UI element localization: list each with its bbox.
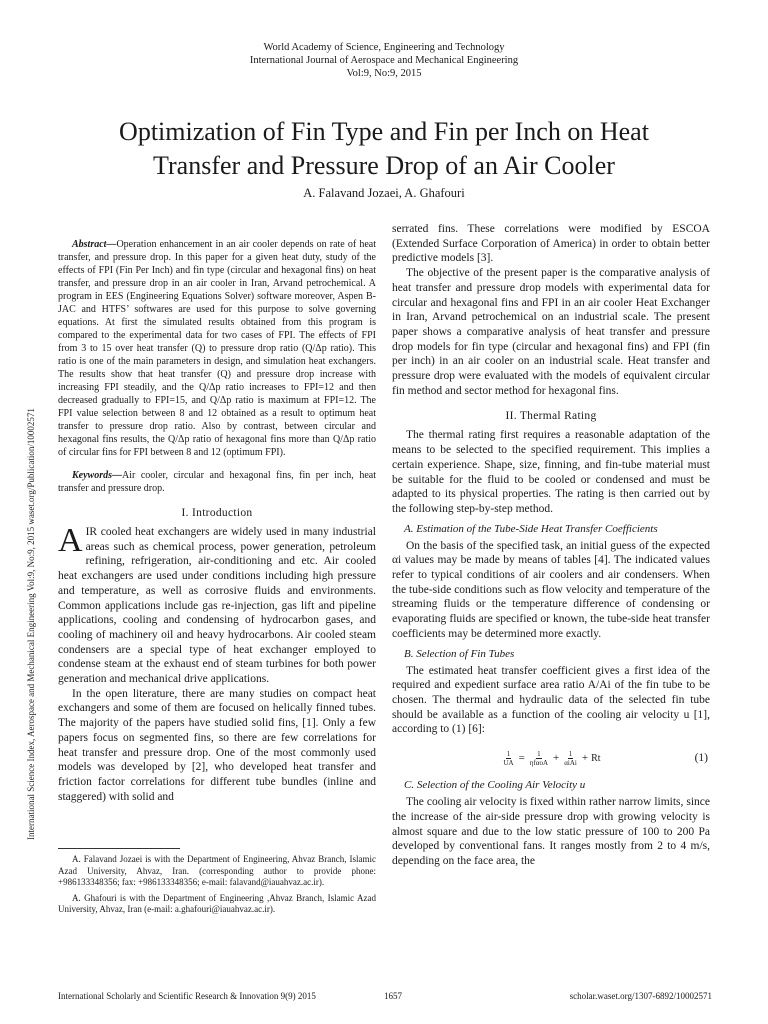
section-heading-introduction: I. Introduction bbox=[181, 507, 253, 519]
footnote-2: A. Ghafouri is with the Department of Engineering ,Ahvaz Branch, Islamic Azad University, Ahvaz, Iran (e-mail: a.ghafouri@iauahvaz.ac.ir). bbox=[58, 892, 376, 914]
eq-t1-num: 1 bbox=[537, 749, 541, 758]
keywords-text: Air cooler, circular and hexagonal fins, fin per inch, heat transfer and pressure drop. bbox=[58, 470, 376, 494]
authors: A. Falavand Jozaei, A. Ghafouri bbox=[303, 186, 465, 200]
intro-paragraph-2: In the open literature, there are many studies on compact heat exchangers and some of them are focused on helically finned tubes. The majority of the papers have studied solid fins, [1]. Only a few papers focus on segmented fins, so there are few correlations for heat transfer and pressure drop. One of the most commonly used models was developed by [2], who developed heat transfer and friction factor correlations for different tube bundles (inline and staggered) with solid and bbox=[58, 687, 376, 803]
paper-title bbox=[40, 115, 728, 183]
footer-right: scholar.waset.org/1307-6892/10002571 bbox=[569, 991, 712, 1001]
left-column bbox=[58, 238, 376, 804]
eq-term-3: Rt bbox=[591, 752, 601, 764]
drop-cap: A bbox=[58, 522, 83, 559]
abstract bbox=[58, 238, 376, 459]
eq-t2-den: αiAi bbox=[564, 758, 577, 767]
eq-plus-1: + bbox=[553, 752, 560, 765]
right-paragraph-3: The thermal rating first requires a reasonable adaptation of the means to be selected to the specified requirement. This implies a certain experience. Shape, size, finning, and fin-tube material must be suitable for the fluid to be cooled or condensed and must be adapted to its physical properties. The rating is then carried out by the following step-by-step method. bbox=[392, 429, 710, 515]
abstract-label: Abstract— bbox=[72, 239, 117, 250]
eq-lhs-fraction bbox=[503, 750, 513, 767]
footnotes bbox=[58, 854, 376, 920]
header-line-1: World Academy of Science, Engineering and Technology bbox=[263, 42, 505, 53]
subheading-c: C. Selection of the Cooling Air Velocity u bbox=[404, 779, 586, 792]
eq-plus-2: + bbox=[581, 752, 589, 765]
title-line-1: Optimization of Fin Type and Fin per Inch on Heat bbox=[119, 117, 649, 146]
subheading-b: B. Selection of Fin Tubes bbox=[404, 647, 515, 660]
eq-lhs-den: UA bbox=[503, 758, 514, 767]
journal-header bbox=[0, 41, 768, 80]
eq-t2-num: 1 bbox=[568, 749, 573, 758]
right-paragraph-6: The cooling air velocity is fixed within rather narrow limits, since the increase of the air-side pressure drop with growing velocity is almost square and due to the low static pressure of 100 to 200 Pa developed by conventional fans. It ranges mostly from 2 to 4 m/s, depending on the face area, the bbox=[392, 796, 710, 867]
page-number: 1657 bbox=[384, 991, 402, 1001]
equation-number: (1) bbox=[694, 752, 708, 765]
eq-equals: = bbox=[518, 752, 525, 765]
subheading-a: A. Estimation of the Tube-Side Heat Transfer Coefficients bbox=[404, 522, 658, 535]
right-column bbox=[392, 222, 710, 869]
eq-lhs-num: 1 bbox=[506, 749, 511, 758]
footnote-1: A. Falavand Jozaei is with the Department of Engineering, Ahvaz Branch, Islamic Azad University, Ahvaz, Iran. (corresponding author to provide phone: +986133348356; fax: +986133348356; e-mail: falavand@iauahvaz.ac.ir). bbox=[58, 854, 376, 887]
keywords-label: Keywords— bbox=[72, 470, 122, 481]
eq-term-2 bbox=[564, 750, 577, 767]
eq-term-1 bbox=[530, 750, 548, 767]
title-line-2: Transfer and Pressure Drop of an Air Cooler bbox=[153, 151, 615, 180]
abstract-text: Operation enhancement in an air cooler depends on rate of heat transfer, and pressure drop. In this paper for a given heat duty, study of the effects of FPI (Fin Per Inch) and fin type (circular and hexagonal fins) on heat transfer, and pressure drop in an air cooler in Iran, Arvand petrochemical. A program in EES (Engineering Equations Solver) software moreover, Aspen B-JAC and HTFS’ softwares are used for this purpose to solve governing equations. At first the simulated results obtained from this program is compared to the experimental data for two cases of FPI. The effects of FPI from 3 to 15 over heat transfer (Q) to pressure drop ratio (Q/Δp ratio). This ratio is one of the main parameters in design, and simulation heat exchangers. The results show that heat transfer (Q) and pressure drop increase with increasing FPI steadily, and the Q/Δp ratio increases to FPI=12 and then decreased gradually to FPI=15, and Q/Δp ratio is maximum at FPI=12. The FPI value selection between 8 and 12 obtained as a result to optimum heat transfer to pressure drop ratio. Also by contrast, between circular and hexagonal fins results, the Q/Δp ratio of hexagonal fins more than Q/Δp ratio of circular fins for FPI between 8 and 12 (optimum FPI). bbox=[58, 239, 376, 458]
section-heading-thermal-rating: II. Thermal Rating bbox=[505, 410, 597, 423]
right-paragraph-4: On the basis of the specified task, an initial guess of the expected αi values may be made by means of tables [4]. The indicated values refer to typical conditions of air coolers and air condensers. When the tube-side conditions such as flow velocity and temperature of the streaming fluids or the temperature difference of condensing or evaporating fluids are specified or known, the tube-side heat transfer coefficients may be determined more exactly. bbox=[392, 539, 710, 640]
header-line-2: International Journal of Aerospace and Mechanical Engineering bbox=[249, 55, 519, 66]
intro-paragraph-1-text: IR cooled heat exchangers are widely used in many industrial areas such as chemical process, power generation, petroleum refining, refrigeration, air-conditioning and etc. Air cooled heat exchangers are used under conditions including high pressure and temperature, as well as corrosive fluids and environments. Common applications include gas re-injection, gas lift and pipeline applications, cooling and condensing of hydrocarbon gases, and cooling of machinery oil and heavy hydrocarbons. Air cooled steam condensers are a special type of heat exchanger employed to condense steam at the exhaust end of steam turbines for both power generation and mechanical drive applications. bbox=[58, 526, 376, 686]
right-paragraph-5: The estimated heat transfer coefficient gives a first idea of the required and expedient surface area ratio A/Ai of the fin tube to be chosen. The thermal and hydraulic data of the selected fin tube should be available as a function of the cooling air velocity u [1], according to (1) [6]: bbox=[392, 664, 710, 736]
equation-1 bbox=[392, 743, 710, 773]
right-paragraph-1: serrated fins. These correlations were modified by ESCOA (Extended Surface Corporation of America) in order to obtain better predictive models [3]. bbox=[392, 223, 710, 265]
vertical-sidebar-citation: International Science Index, Aerospace and Mechanical Engineering Vol:9, No:9, 2015 waset.org/Publication/10002571 bbox=[26, 408, 36, 840]
right-paragraph-2: The objective of the present paper is the comparative analysis of heat transfer and pressure drop models with experimental data for circular and hexagonal fins and FPI in an air cooler Heat Exchanger in Iran, Arvand petrochemical on an industrial scale. The present paper shows a comparative analysis of heat transfer and pressure drop models for fin type (circular and hexagonal fins) and FPI (fin per inch) in an air cooler on an industrial scale. Heat transfer and pressure drop were evaluated with the models of equivalent circular fin method and sector method for hexagonal fins. bbox=[392, 267, 710, 397]
header-line-3: Vol:9, No:9, 2015 bbox=[346, 68, 422, 79]
footer-left: International Scholarly and Scientific Research & Innovation 9(9) 2015 bbox=[58, 991, 316, 1001]
intro-paragraph-1 bbox=[58, 522, 376, 687]
eq-t1-den: ηfαoA bbox=[529, 758, 549, 767]
footnote-divider bbox=[58, 848, 180, 849]
keywords bbox=[58, 469, 376, 495]
